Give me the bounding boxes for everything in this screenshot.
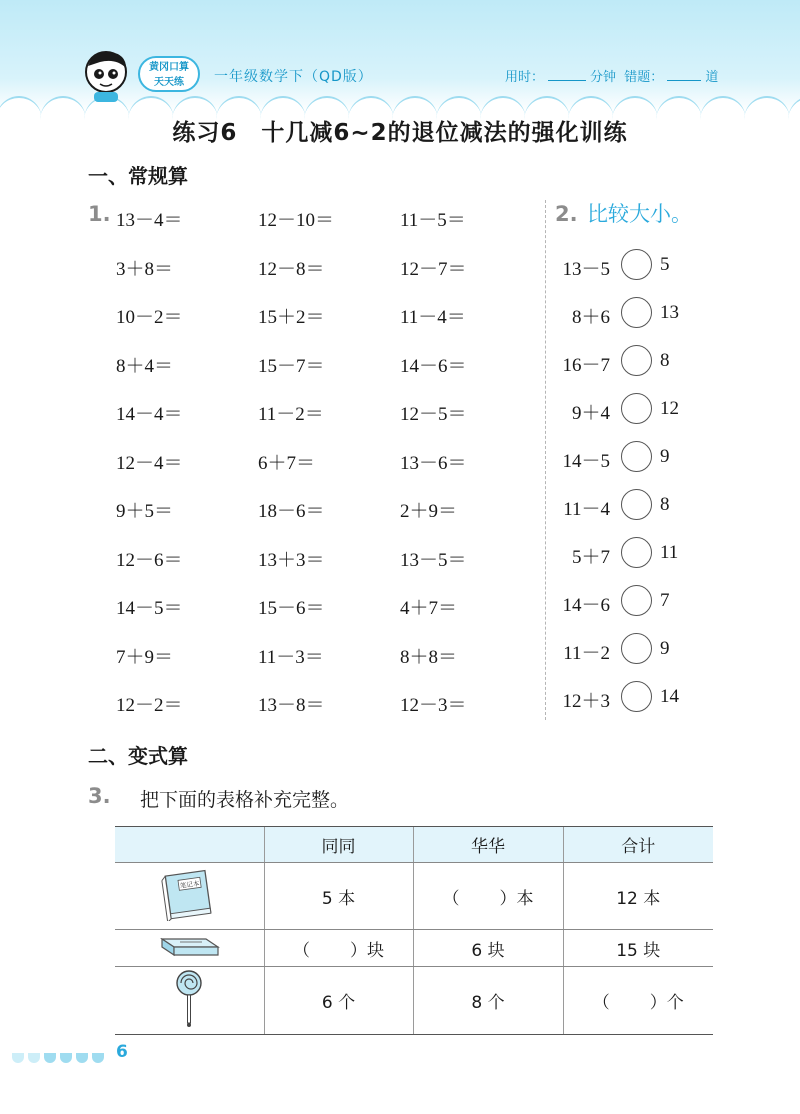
equation-item[interactable]: 13－5＝ bbox=[400, 549, 467, 571]
errors-unit: 道 bbox=[705, 70, 719, 85]
equation-item[interactable]: 7＋9＝ bbox=[116, 646, 174, 668]
comparison-right: 5 bbox=[660, 254, 670, 275]
answer-circle[interactable] bbox=[621, 297, 652, 328]
answer-blank[interactable]: （ ） bbox=[442, 888, 517, 909]
cell-value: 8 bbox=[471, 993, 483, 1013]
answer-circle[interactable] bbox=[621, 537, 652, 568]
question-number-3: 3. bbox=[88, 784, 111, 808]
brand-line-1: 黄冈口算 bbox=[149, 62, 189, 73]
equation-item[interactable]: 9＋5＝ bbox=[116, 501, 174, 522]
item-image-cell bbox=[115, 863, 264, 930]
unit-label: 本 bbox=[338, 888, 356, 909]
value-cell bbox=[413, 967, 563, 1035]
equation-item[interactable]: 12－8＝ bbox=[258, 258, 325, 280]
time-unit: 分钟 bbox=[590, 70, 617, 85]
table-header-row bbox=[115, 827, 713, 863]
equation-item[interactable]: 15－6＝ bbox=[258, 598, 325, 619]
answer-circle[interactable] bbox=[621, 633, 652, 664]
question-number-1: 1. bbox=[88, 202, 111, 226]
answer-circle[interactable] bbox=[621, 681, 652, 712]
fill-table bbox=[115, 826, 713, 1035]
comparison-left: 9＋4 bbox=[571, 403, 610, 424]
comparison-left: 16－7 bbox=[562, 355, 610, 376]
comparison-left: 12＋3 bbox=[562, 691, 610, 712]
cell-value: 6 bbox=[321, 993, 333, 1013]
time-blank[interactable] bbox=[548, 80, 586, 81]
comparison-row bbox=[548, 344, 698, 378]
cell-value: 6 bbox=[471, 940, 483, 961]
equation-item[interactable]: 3＋8＝ bbox=[116, 258, 174, 280]
mascot-icon bbox=[80, 48, 136, 104]
page-number: 6 bbox=[116, 1042, 128, 1062]
time-label: 用时： bbox=[505, 70, 545, 85]
answer-cell[interactable] bbox=[413, 863, 563, 930]
comparison-left: 11－2 bbox=[563, 643, 610, 664]
equation-item[interactable]: 13－4＝ bbox=[116, 210, 183, 231]
comparison-row bbox=[548, 488, 698, 522]
table-header-total: 合计 bbox=[563, 827, 713, 863]
equation-item[interactable]: 12－4＝ bbox=[116, 452, 183, 474]
unit-label: 块 bbox=[487, 940, 505, 961]
equation-item[interactable]: 18－6＝ bbox=[258, 501, 325, 522]
equation-item[interactable]: 2＋9＝ bbox=[400, 501, 458, 522]
equation-item[interactable]: 15＋2＝ bbox=[258, 307, 325, 328]
unit-label: 个 bbox=[338, 993, 356, 1013]
comparison-left: 8＋6 bbox=[571, 307, 610, 328]
comparison-row bbox=[548, 392, 698, 426]
comparison-row bbox=[548, 680, 698, 714]
errors-label: 错题： bbox=[624, 70, 664, 85]
section-heading-1: 一、常规算 bbox=[88, 164, 188, 188]
unit-label: 本 bbox=[516, 888, 534, 909]
equation-item[interactable]: 11－5＝ bbox=[400, 210, 466, 231]
errors-blank[interactable] bbox=[667, 80, 701, 81]
comparison-left: 11－4 bbox=[563, 499, 610, 520]
unit-label: 块 bbox=[367, 940, 384, 961]
answer-cell[interactable] bbox=[563, 967, 713, 1035]
table-row bbox=[115, 967, 713, 1035]
equation-item[interactable]: 12－6＝ bbox=[116, 549, 183, 571]
q3-title: 把下面的表格补充完整。 bbox=[140, 789, 350, 811]
answer-circle[interactable] bbox=[621, 441, 652, 472]
cell-value: 5 bbox=[321, 888, 333, 909]
table-header-huahua: 华华 bbox=[413, 827, 563, 863]
equation-item[interactable]: 12－7＝ bbox=[400, 258, 467, 280]
comparison-row bbox=[548, 248, 698, 282]
equation-item[interactable]: 13－6＝ bbox=[400, 452, 467, 474]
comparison-right: 9 bbox=[660, 446, 670, 467]
dashed-divider bbox=[545, 200, 546, 720]
comparison-left: 14－6 bbox=[562, 595, 610, 616]
equation-item[interactable]: 13＋3＝ bbox=[258, 549, 325, 571]
equation-item[interactable]: 12－10＝ bbox=[258, 210, 335, 231]
lollipop-icon bbox=[172, 967, 206, 1029]
item-image-cell bbox=[115, 930, 264, 967]
table-header-corner bbox=[115, 827, 264, 863]
question-number-2: 2. bbox=[555, 202, 578, 226]
answer-circle[interactable] bbox=[621, 393, 652, 424]
answer-circle[interactable] bbox=[621, 489, 652, 520]
answer-circle[interactable] bbox=[621, 345, 652, 376]
unit-label: 个 bbox=[666, 993, 684, 1013]
equation-item[interactable]: 10－2＝ bbox=[116, 307, 183, 328]
comparison-left: 13－5 bbox=[562, 259, 610, 280]
comparison-right: 12 bbox=[660, 398, 679, 419]
equation-item[interactable]: 11－3＝ bbox=[258, 646, 324, 668]
equation-item[interactable]: 11－4＝ bbox=[400, 307, 466, 328]
eraser-icon bbox=[154, 931, 224, 961]
equation-item[interactable]: 14－5＝ bbox=[116, 598, 183, 619]
value-cell bbox=[413, 930, 563, 967]
value-cell bbox=[563, 863, 713, 930]
answer-blank[interactable]: （ ） bbox=[592, 993, 667, 1013]
comparison-row bbox=[548, 584, 698, 618]
equation-item[interactable]: 6＋7＝ bbox=[258, 452, 316, 474]
equation-item[interactable]: 14－4＝ bbox=[116, 404, 183, 425]
cell-value: 15 bbox=[616, 940, 638, 961]
equation-item[interactable]: 8＋8＝ bbox=[400, 646, 458, 668]
comparison-right: 11 bbox=[660, 542, 679, 563]
comparison-row bbox=[548, 296, 698, 330]
value-cell bbox=[264, 967, 413, 1035]
equation-item[interactable]: 13－8＝ bbox=[258, 695, 325, 716]
brand-badge bbox=[138, 56, 200, 92]
section-heading-2: 二、变式算 bbox=[88, 744, 188, 768]
value-cell bbox=[563, 930, 713, 967]
unit-label: 块 bbox=[643, 940, 661, 961]
unit-label: 个 bbox=[487, 993, 505, 1013]
comparison-right: 13 bbox=[660, 302, 679, 323]
equation-item[interactable]: 4＋7＝ bbox=[400, 598, 458, 619]
equation-item[interactable]: 15－7＝ bbox=[258, 355, 325, 377]
comparison-right: 8 bbox=[660, 494, 670, 515]
book-title: 一年级数学下（QD版） bbox=[214, 69, 373, 85]
equation-item[interactable]: 12－5＝ bbox=[400, 404, 467, 425]
footer-decoration bbox=[12, 1048, 108, 1067]
notebook-icon bbox=[160, 867, 218, 921]
table-row bbox=[115, 863, 713, 930]
equation-item[interactable]: 8＋4＝ bbox=[116, 355, 174, 377]
item-image-cell bbox=[115, 967, 264, 1035]
value-cell bbox=[264, 863, 413, 930]
unit-label: 本 bbox=[643, 888, 661, 909]
comparison-right: 14 bbox=[660, 686, 679, 707]
equation-item[interactable]: 11－2＝ bbox=[258, 404, 324, 425]
header-meta bbox=[505, 66, 718, 85]
answer-circle[interactable] bbox=[621, 585, 652, 616]
equation-item[interactable]: 12－2＝ bbox=[116, 695, 183, 716]
notebook-cover-text: 笔记本 bbox=[179, 878, 201, 890]
answer-circle[interactable] bbox=[621, 249, 652, 280]
table-header-tongtong: 同同 bbox=[264, 827, 413, 863]
page-title: 练习6 十几减6~2的退位减法的强化训练 bbox=[172, 120, 628, 146]
comparison-right: 8 bbox=[660, 350, 670, 371]
comparison-row bbox=[548, 632, 698, 666]
answer-cell[interactable] bbox=[264, 930, 413, 967]
comparison-left: 5＋7 bbox=[571, 547, 610, 568]
table-row bbox=[115, 930, 713, 967]
q2-title: 比较大小。 bbox=[587, 202, 692, 226]
comparison-row bbox=[548, 440, 698, 474]
cell-value: 12 bbox=[616, 888, 638, 909]
comparison-row bbox=[548, 536, 698, 570]
comparison-left: 14－5 bbox=[562, 451, 610, 472]
answer-blank[interactable]: （ ） bbox=[293, 940, 367, 961]
brand-line-2: 天天练 bbox=[154, 77, 184, 88]
equation-item[interactable]: 14－6＝ bbox=[400, 355, 467, 377]
comparison-right: 9 bbox=[660, 638, 670, 659]
equation-item[interactable]: 12－3＝ bbox=[400, 695, 467, 716]
comparison-right: 7 bbox=[660, 590, 670, 611]
